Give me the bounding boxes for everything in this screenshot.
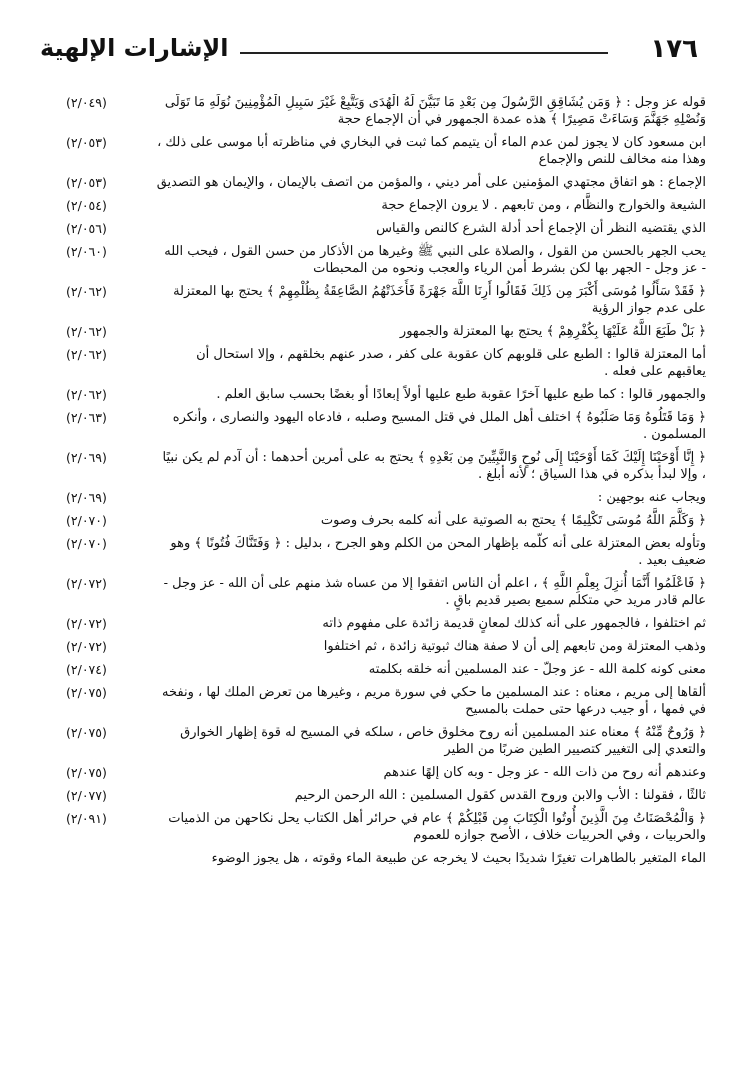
index-entry — [66, 850, 706, 867]
entry-reference: (٢/٠٧٥) — [66, 765, 107, 780]
entry-text: معنى كونه كلمة الله - عز وجلّ - عند المسلمين أنه خلقه بكلمته — [368, 662, 706, 677]
entry-text: الماء المتغير بالطاهرات تغيرًا شديدًا بحيث لا يخرجه عن طبيعة الماء وقوته ، هل يجوز الوضوء — [211, 851, 706, 866]
entry-reference: (٢/٠٦٢) — [66, 387, 107, 402]
entry-text: ﴿ فَاعْلَمُوا أَنَّمَا أُنزِلَ بِعِلْمِ اللَّهِ ﴾ ، اعلم أن الناس اتفقوا إلا من عساه شذ منهم على أن الله - عز وجل - عالم قادر مريد حي متكلم سميع بصير قديم باقٍ . — [163, 576, 706, 608]
entry-reference: (٢/٠٥٤) — [66, 198, 107, 213]
entry-text: ثم اختلفوا ، فالجمهور على أنه كذلك لمعانٍ قديمة زائدة على مفهوم ذاته — [322, 616, 706, 631]
entry-text: أما المعتزلة قالوا : الطبع على قلوبهم كان عقوبة على كفر ، صدر عنهم بخلقهم ، وإلا استحال أن يعاقبهم على فعله . — [196, 347, 706, 379]
index-entry — [66, 323, 706, 340]
running-title: الإشارات الإلهية — [40, 34, 229, 62]
entry-text: ﴿ وَكَلَّمَ اللَّهُ مُوسَى تَكْلِيمًا ﴾ يحتج به الصوتية على أنه كلمه بحرف وصوت — [320, 513, 706, 528]
index-entry — [66, 512, 706, 529]
entry-text: ﴿ بَلْ طَبَعَ اللَّهُ عَلَيْهَا بِكُفْرِهِمْ ﴾ يحتج بها المعتزلة والجمهور — [399, 324, 706, 339]
entry-reference: (٢/٠٤٩) — [66, 95, 107, 110]
entry-reference: (٢/٠٦٩) — [66, 490, 107, 505]
entry-text: وعندهم أنه روح من ذات الله - عز وجل - وبه كان إلهًا عندهم — [383, 765, 706, 780]
entry-reference: (٢/٠٩١) — [66, 811, 107, 826]
index-entry — [66, 810, 706, 844]
index-entry — [66, 489, 706, 506]
entry-reference: (٢/٠٧٤) — [66, 662, 107, 677]
entry-reference: (٢/٠٧٠) — [66, 536, 107, 551]
entry-reference: (٢/٠٧٢) — [66, 576, 107, 591]
entry-reference: (٢/٠٧٧) — [66, 788, 107, 803]
index-entries — [66, 94, 706, 1060]
entry-text: الشيعة والخوارج والنظَّام ، ومن تابعهم . لا يرون الإجماع حجة — [381, 198, 706, 213]
index-entry — [66, 535, 706, 569]
entry-text: ألقاها إلى مريم ، معناه : عند المسلمين ما حكي في سورة مريم ، وغيرها من تعرض الملك لها ، ونفخه في فمها ، أو جيب درعها حتى حملت بالمسيح — [162, 685, 706, 717]
entry-text: ﴿ فَقَدْ سَأَلُوا مُوسَى أَكْبَرَ مِن ذَلِكَ فَقَالُوا أَرِنَا اللَّهَ جَهْرَةً فَأَخَذَتْهُمُ الصَّاعِقَةُ بِظُلْمِهِمْ ﴾ يحتج بها المعتزلة على عدم جواز الرؤية — [173, 284, 706, 316]
entry-text: ﴿ وَمَا قَتَلُوهُ وَمَا صَلَبُوهُ ﴾ اختلف أهل الملل في قتل المسيح وصلبه ، فادعاه اليهود والنصارى ، وأنكره المسلمون . — [172, 410, 706, 442]
index-entry — [66, 283, 706, 317]
entry-reference: (٢/٠٥٦) — [66, 221, 107, 236]
index-entry — [66, 638, 706, 655]
entry-text: قوله عز وجل : ﴿ وَمَن يُشَاقِقِ الرَّسُولَ مِن بَعْدِ مَا تَبَيَّنَ لَهُ الْهُدَى وَيَتَّبِعْ غَيْرَ سَبِيلِ الْمُؤْمِنِينَ نُوَلِّهِ مَا تَوَلَّى وَنُصْلِهِ جَهَنَّمَ وَسَاءَتْ مَصِيرًا ﴾ هذه عمدة الجمهور في أن الإجماع حجة — [164, 95, 706, 127]
entry-text: ﴿ وَالْمُحْصَنَاتُ مِنَ الَّذِينَ أُوتُوا الْكِتَابَ مِن قَبْلِكُمْ ﴾ عام في حرائر أهل الكتاب يحل نكاحهن من الذميات والحربيات ، وفي الحربيات خلاف ، الأصح جوازه للعموم — [168, 811, 706, 843]
entry-reference: (٢/٠٥٣) — [66, 135, 107, 150]
index-entry — [66, 243, 706, 277]
entry-reference: (٢/٠٦٩) — [66, 450, 107, 465]
index-entry — [66, 661, 706, 678]
entry-text: يحب الجهر بالحسن من القول ، والصلاة على النبي ﷺ وغيرها من الأذكار من حسن القول ، فيحب الله - عز وجل - الجهر بها لكن بشرط أمن الرياء والعجب ونحوه من المحبطات — [164, 244, 706, 276]
index-entry — [66, 724, 706, 758]
entry-text: ويجاب عنه بوجهين : — [597, 490, 706, 505]
entry-reference: (٢/٠٧٠) — [66, 513, 107, 528]
page-header — [40, 32, 698, 66]
index-entry — [66, 575, 706, 609]
header-rule — [240, 52, 608, 54]
page-number: ١٧٦ — [650, 34, 698, 64]
index-entry — [66, 197, 706, 214]
entry-reference: (٢/٠٧٥) — [66, 685, 107, 700]
entry-reference: (٢/٠٧٢) — [66, 616, 107, 631]
entry-reference: (٢/٠٦٢) — [66, 324, 107, 339]
entry-text: والجمهور قالوا : كما طبع عليها آخرًا عقوبة طبع عليها أولاً إبعادًا أو بغضًا بحسب سابق العلم . — [216, 387, 706, 402]
entry-text: الإجماع : هو اتفاق مجتهدي المؤمنين على أمر ديني ، والمؤمن من اتصف بالإيمان ، والإيمان هو التصديق — [156, 175, 706, 190]
entry-reference: (٢/٠٦٢) — [66, 284, 107, 299]
entry-text: الذي يقتضيه النظر أن الإجماع أحد أدلة الشرع كالنص والقياس — [376, 221, 706, 236]
entry-reference: (٢/٠٧٢) — [66, 639, 107, 654]
index-entry — [66, 787, 706, 804]
entry-reference: (٢/٠٦٣) — [66, 410, 107, 425]
index-entry — [66, 94, 706, 128]
entry-text: ﴿ وَرُوحٌ مِّنْهُ ﴾ معناه عند المسلمين أنه روح مخلوق خاص ، سلكه في المسيح له قوة إظهار الخوارق والتعدي إلى التغيير كتصيير الطين ضربًا من الطير — [180, 725, 706, 757]
index-entry — [66, 449, 706, 483]
entry-reference: (٢/٠٧٥) — [66, 725, 107, 740]
index-entry — [66, 615, 706, 632]
index-entry — [66, 346, 706, 380]
index-entry — [66, 174, 706, 191]
entry-text: ابن مسعود كان لا يجوز لمن عدم الماء أن يتيمم كما ثبت في البخاري في مناظرته أبا موسى على ذلك ، وهذا منه مخالف للنص والإجماع — [157, 135, 706, 167]
entry-text: ثالثًا ، فقولنا : الأب والابن وروح القدس كقول المسلمين : الله الرحمن الرحيم — [294, 788, 706, 803]
entry-text: وتأوله بعض المعتزلة على أنه كلّمه بإظهار المحن من الكلم وهو الجرح ، بدليل : ﴿ وَفَتَنَّاكَ فُتُونًا ﴾ وهو ضعيف بعيد . — [170, 536, 706, 568]
entry-text: وذهب المعتزلة ومن تابعهم إلى أن لا صفة هناك ثبوتية زائدة ، ثم اختلفوا — [323, 639, 706, 654]
index-entry — [66, 409, 706, 443]
entry-reference: (٢/٠٥٣) — [66, 175, 107, 190]
index-entry — [66, 386, 706, 403]
index-entry — [66, 134, 706, 168]
index-entry — [66, 220, 706, 237]
entry-reference: (٢/٠٦٠) — [66, 244, 107, 259]
entry-reference: (٢/٠٦٢) — [66, 347, 107, 362]
index-entry — [66, 764, 706, 781]
index-entry — [66, 684, 706, 718]
entry-text: ﴿ إِنَّا أَوْحَيْنَا إِلَيْكَ كَمَا أَوْحَيْنَا إِلَى نُوحٍ وَالنَّبِيِّينَ مِن بَعْدِهِ ﴾ يحتج به على أمرين أحدهما : أن آدم لم يكن نبيًا ، وإلا لبدأ بذكره في هذا السياق ؛ لأنه أبلغ . — [162, 450, 706, 482]
